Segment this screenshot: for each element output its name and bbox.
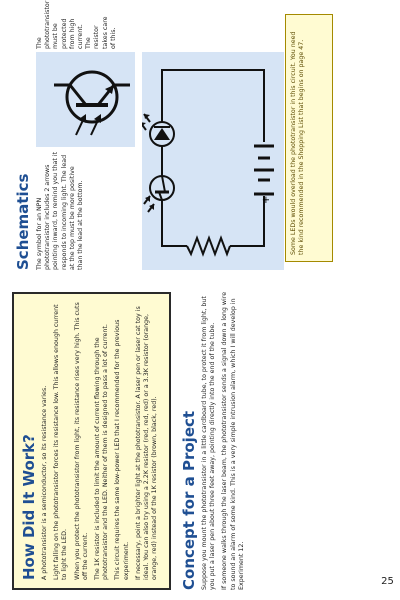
paragraph: This circuit requires the same low-power LED that I recommended for the previous experiment. [114, 319, 130, 580]
paragraph: The 1K resistor is included to limit the amount of current flowing through the phototransistor and the LED. Neither of them is designed to pass a lot of current. [94, 324, 110, 580]
how-did-it-work-title: How Did It Work? [20, 434, 38, 580]
paragraph: If necessary, point a brighter light at the phototransistor. A laser pen or laser cat toy is ideal. You can also try using a 2.2K resistor (red, red, red) or a 3.3K resistor (orange, orange, red) instead of the 1K resistor (brown, black, red). [134, 306, 159, 580]
how-did-it-work-box [12, 292, 171, 590]
circuit-diagram-box [142, 52, 284, 270]
phototransistor-symbol-box [36, 52, 135, 147]
page-number: 25 [381, 576, 394, 588]
schematics-description: The symbol for an NPN phototransistor includes 2 arrows pointing inward, to remind you that it responds to incoming light. The lead at the top must be more positive than the lead at the bottom. [36, 151, 85, 270]
concept-section [180, 290, 250, 590]
paragraph: If someone walks through the laser beam, the phototransistor sends a signal down a long wire to sound an alarm of some kind. This is a very simple intrusion alarm, which I will develop in Experiment 12. [221, 291, 245, 590]
schematics-section [14, 0, 284, 270]
phototransistor-symbol-icon [36, 52, 135, 147]
paragraph: A phototransistor is a semiconductor, so its resistance varies. [41, 385, 48, 580]
battery-plus-sign: + [261, 195, 272, 204]
paragraph: Light falling on the phototransistor forces its resistance low. This allows enough current to light the LED. [53, 304, 69, 580]
schematics-side-note: The phototransistor must be protected from high current. The resistor takes care of this. [36, 0, 117, 49]
paragraph: Suppose you mount the phototransistor in a little cardboard tube, to protect it from light, but you put a laser pen about three feet away, pointing directly into the end of the tube. [201, 296, 217, 590]
schematics-title: Schematics [14, 173, 32, 270]
led-overload-note: Some LEDs would overload the phototransistor in this circuit. You need the kind recommended in the Shopping List that begins on page 47. [285, 14, 333, 262]
concept-title: Concept for a Project [180, 410, 198, 590]
paragraph: When you protect the phototransistor from light, its resistance rises very high. This cuts off the current. [73, 302, 89, 580]
circuit-diagram-icon [142, 52, 284, 270]
